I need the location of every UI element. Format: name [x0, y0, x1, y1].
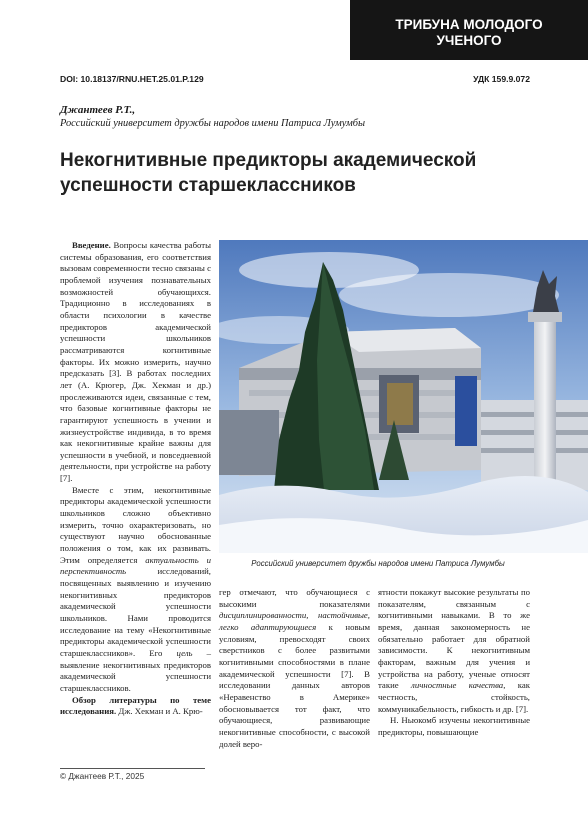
- paragraph-text: исследований, посвященных выявлению и изучению некогнитивных предикторов академической успешности школьников. Нами проводится исследование на тему «Некогнитивные предикторы академической успешности старшеклассников». Его: [60, 566, 211, 658]
- emphasis-text: личностные качества: [411, 680, 504, 691]
- photo-caption: Российский университет дружбы народов имени Патриса Лумумбы: [251, 559, 505, 568]
- doi-label[interactable]: DOI: 10.18137/RNU.HET.25.01.P.129: [60, 74, 204, 84]
- paragraph-introduction: [60, 240, 211, 485]
- paragraph-literature-review: [60, 695, 211, 718]
- section-heading-introduction: Введение.: [72, 240, 111, 250]
- section-heading-literature: Обзор литературы по теме исследования.: [60, 694, 211, 717]
- paragraph-relevance: [60, 485, 211, 695]
- section-rubric: [350, 0, 588, 60]
- paragraph-text: , как честность, стойкость, коммуникабельность, гибкость и др. [7].: [378, 680, 530, 714]
- paragraph-text: Дж. Хекман и А. Крю-: [116, 706, 203, 717]
- author-name: Джантеев Р.Т.,: [60, 104, 136, 116]
- emphasis-text: актуальность и перспективность: [60, 554, 211, 577]
- paragraph-text: ятности покажут высокие результаты по показателям, связанным с когнитивными навыками. В то же время, данная закономерность не обязательно работает для обратной зависимости. К некогнитивным факторам, важным для учения и устройства на работу, ученые относят такие: [378, 587, 530, 691]
- text-column-2: [219, 587, 370, 750]
- emphasis-text: цель: [176, 647, 193, 658]
- paragraph-text: – выявление некогнитивных предикторов академической успешности старшеклассников.: [60, 647, 212, 693]
- university-photo-illustration: [219, 240, 588, 553]
- rubric-line-2: УЧЕНОГО: [436, 33, 502, 48]
- copyright-notice: © Джантеев Р.Т., 2025: [60, 771, 145, 781]
- paragraph-text: гер отмечают, что обучающиеся с высокими показателями: [219, 587, 370, 609]
- text-column-3: [378, 587, 530, 739]
- author-affiliation: Российский университет дружбы народов имени Патриса Лумумбы: [60, 118, 366, 129]
- footnote-divider: [60, 768, 205, 769]
- text-column-1: [60, 240, 211, 718]
- university-photo: [219, 240, 588, 553]
- paragraph-text: к новым условиям, превосходят своих сверстников с более развитыми когнитивными способностями в плане академической успешности [7]. В исследовании данных авторов «Неравенство в Америке» обосновывается тот факт, что обучающиеся, развивающие некогнитивные способности, с высокой долей веро-: [219, 621, 370, 749]
- rubric-line-1: ТРИБУНА МОЛОДОГО: [395, 17, 543, 32]
- paragraph-newcombe: Н. Ньюкомб изучены некогнитивные предикторы, повышающие: [378, 715, 530, 737]
- paragraph-text: Вопросы качества работы системы образования, его соответствия вызовам современности тесно связаны с проблемой изучения познавательных возможностей обучающихся. Традиционно в исследованиях в области психологии в качестве предикторов академической успешности школьников рассматриваются когнитивные факторы. Их можно измерить, научно предсказать [3]. В работах последних лет (А. Крюгер, Дж. Хекман и др.) прослеживаются идеи, связанные с тем, что базовые когнитивные факторы не гарантируют успешность в учении и жизнеустройстве индивида, в то время как некогнитивные крайне важны для успешности в учебной, и повседневной деятельности, при устройстве на работу [7].: [60, 240, 211, 484]
- paragraph-continued: [219, 587, 370, 750]
- paragraph-text: Вместе с этим, некогнитивные предикторы академической успешности школьников сложно объективно измерить, точно охарактеризовать, но существуют научно обоснованные положения о том, как их развивать. Этим определяется: [60, 484, 211, 565]
- article-title: Некогнитивные предикторы академической успешности старшеклассников: [60, 150, 477, 196]
- udk-label: УДК 159.9.072: [473, 74, 530, 84]
- paragraph-continued: [378, 587, 530, 715]
- emphasis-text: дисциплинированности, настойчивые, легко адаптирующиеся: [219, 610, 370, 632]
